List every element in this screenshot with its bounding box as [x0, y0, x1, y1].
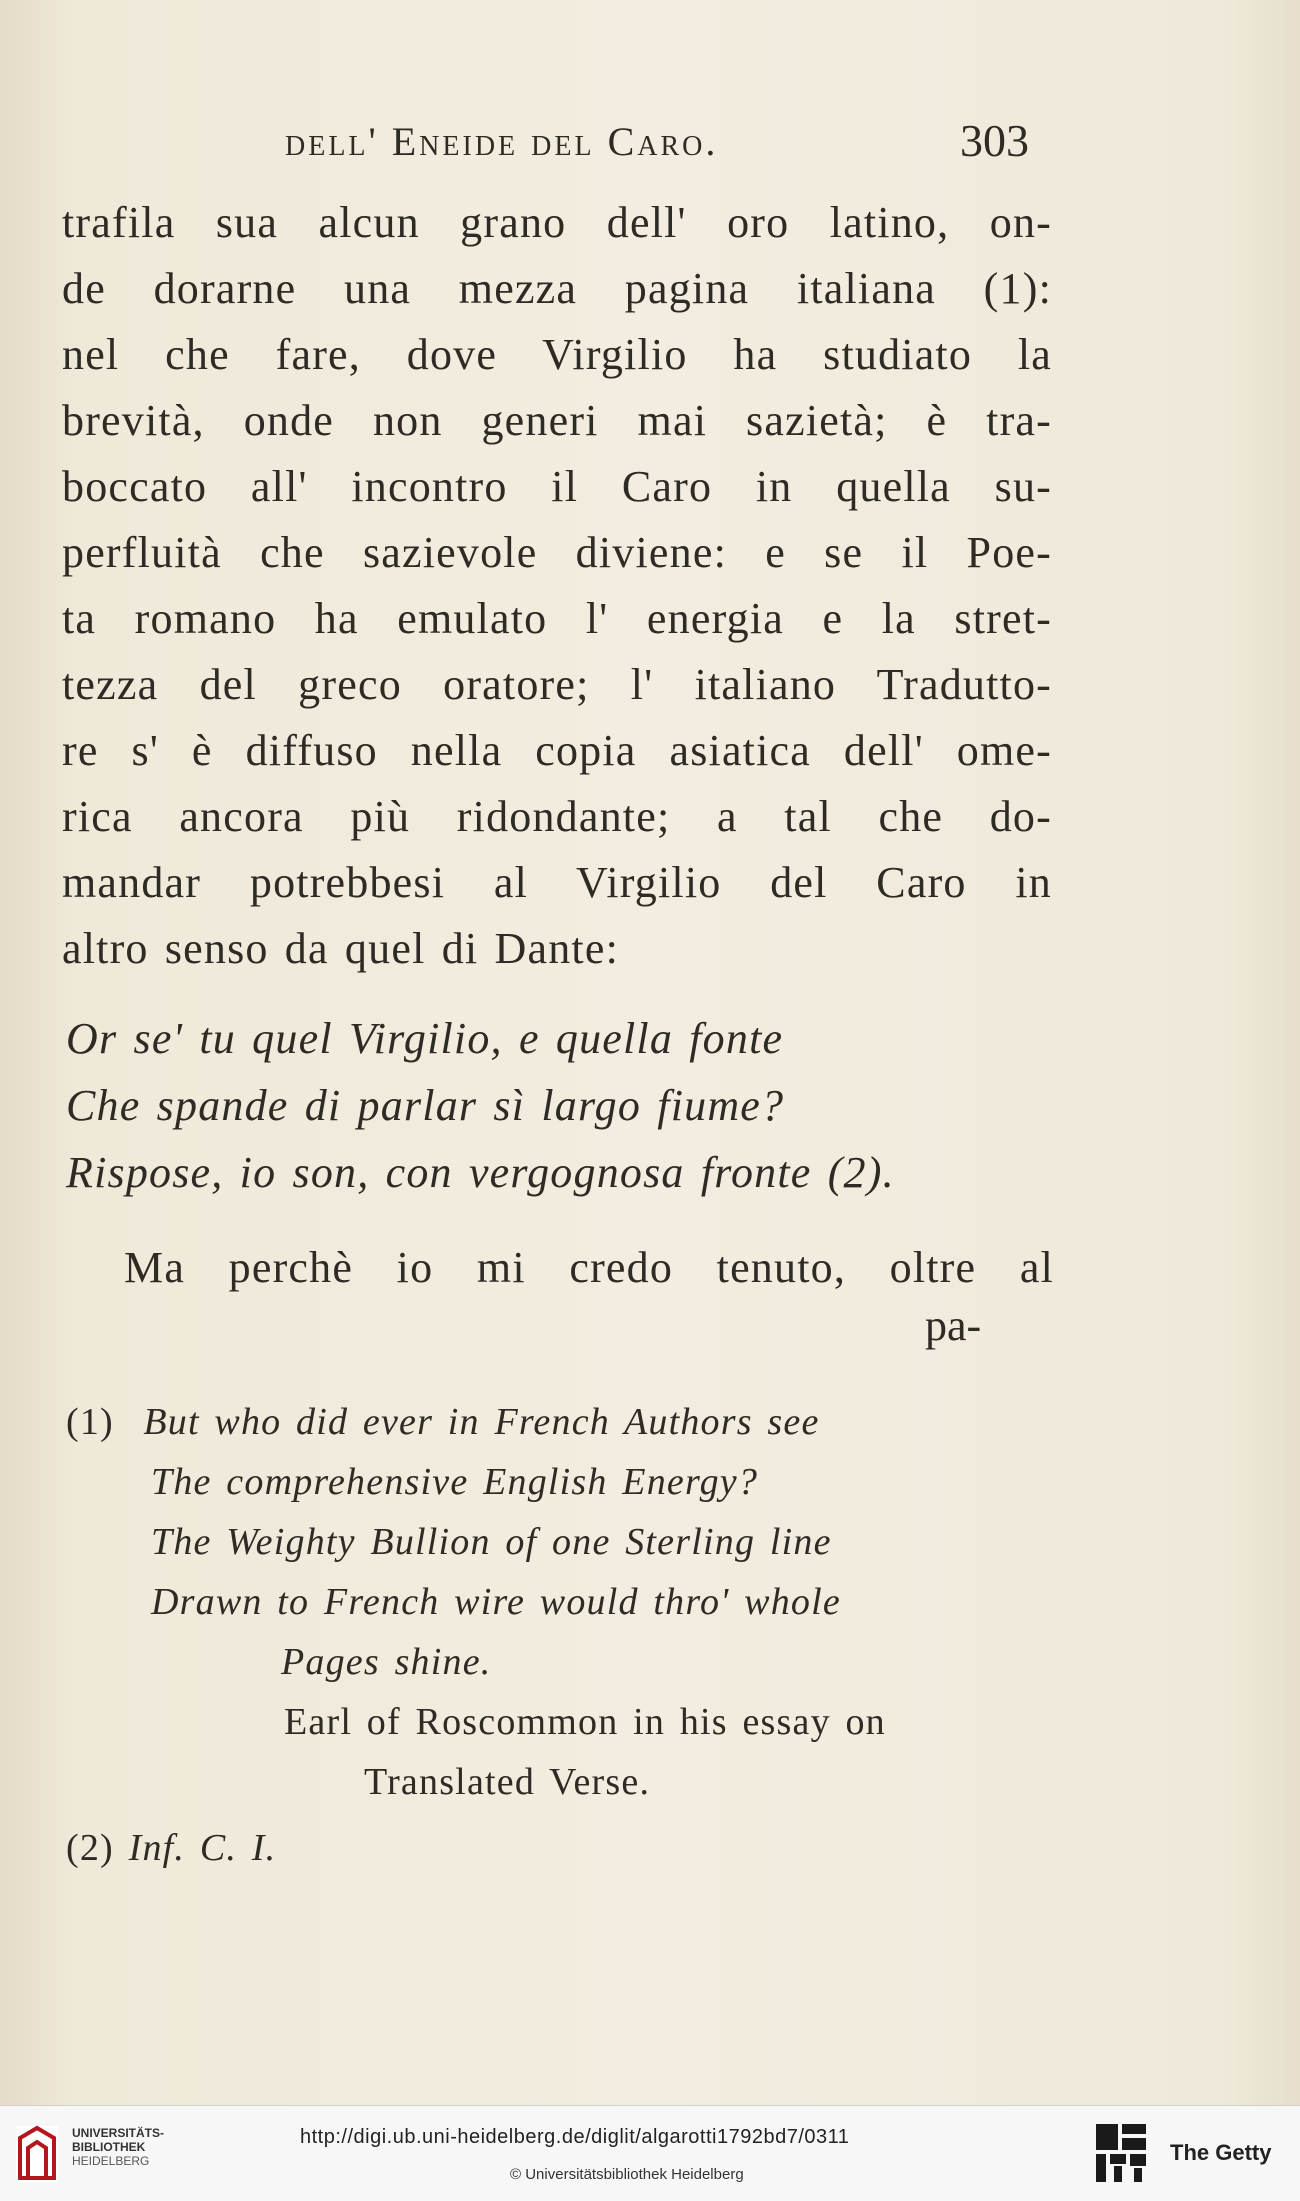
- footnote-2-line: [66, 1818, 1056, 1878]
- partner-name[interactable]: The Getty: [1170, 2140, 1272, 2165]
- body-line: ta romano ha emulato l' energia e la stret-: [62, 594, 1052, 643]
- viewer-footer: [0, 2105, 1300, 2201]
- footnote-2-number: (2): [66, 1827, 114, 1869]
- body-line: brevità, onde non generi mai sazietà; è tra-: [62, 396, 1052, 445]
- body-line: trafila sua alcun grano dell' oro latino, on-: [62, 198, 1052, 247]
- footnote-line: The Weighty Bullion of one Sterling line: [151, 1521, 832, 1563]
- footnote-text: But who did ever in French Authors see: [143, 1401, 820, 1443]
- catchword: pa-: [925, 1301, 982, 1350]
- footnote-line: Drawn to French wire would thro' whole: [151, 1581, 841, 1623]
- library-name: [72, 2126, 202, 2168]
- copyright-notice: © Universitätsbibliothek Heidelberg: [510, 2166, 744, 2183]
- body-line: rica ancora più ridondante; a tal che do-: [62, 792, 1052, 841]
- library-name-line: BIBLIOTHEK: [72, 2140, 146, 2154]
- verse-line: Or se' tu quel Virgilio, e quella fonte: [66, 1014, 784, 1063]
- body-line: boccato all' incontro il Caro in quella su-: [62, 462, 1052, 511]
- body-text: [62, 190, 1052, 982]
- body-line: nel che fare, dove Virgilio ha studiato la: [62, 330, 1052, 379]
- body-line: mandar potrebbesi al Virgilio del Caro in: [62, 858, 1052, 907]
- footnote-attribution: Translated Verse.: [364, 1761, 651, 1803]
- permalink-url[interactable]: http://digi.ub.uni-heidelberg.de/diglit/algarotti1792bd7/0311: [300, 2126, 850, 2148]
- footnote-text: Inf. C. I.: [128, 1827, 277, 1869]
- body-line: perfluità che sazievole diviene: e se il Poe-: [62, 528, 1052, 577]
- footnote-attribution: Earl of Roscommon in his essay on: [284, 1701, 886, 1743]
- page-number: 303: [960, 115, 1029, 166]
- verse-line: Rispose, io son, con vergognosa fronte (2).: [66, 1148, 895, 1197]
- verse-quotation: [66, 1005, 1066, 1206]
- library-name-line: UNIVERSITÄTS-: [72, 2126, 165, 2140]
- library-name-line: HEIDELBERG: [72, 2154, 150, 2168]
- body-line: Ma perchè io mi credo tenuto, oltre al: [124, 1243, 1054, 1292]
- body-line: altro senso da quel di Dante:: [62, 924, 619, 973]
- university-library-logo-icon[interactable]: [14, 2124, 60, 2184]
- running-head: [0, 110, 1300, 170]
- body-line: de dorarne una mezza pagina italiana (1):: [62, 264, 1052, 313]
- footnotes: [66, 1392, 1056, 1878]
- body-line: tezza del greco oratore; l' italiano Tradutto-: [62, 660, 1052, 709]
- footnote-1-number: (1): [66, 1401, 114, 1443]
- footnote-line: Pages shine.: [281, 1641, 492, 1683]
- running-head-title: dell' Eneide del Caro.: [285, 119, 719, 164]
- footnote-line: The comprehensive English Energy?: [151, 1461, 759, 1503]
- paragraph-start: [124, 1235, 1054, 1301]
- body-line: re s' è diffuso nella copia asiatica dell' ome-: [62, 726, 1052, 775]
- verse-line: Che spande di parlar sì largo fiume?: [66, 1081, 785, 1130]
- getty-logo-icon[interactable]: [1092, 2120, 1150, 2186]
- footnote-1-line: [66, 1392, 1056, 1452]
